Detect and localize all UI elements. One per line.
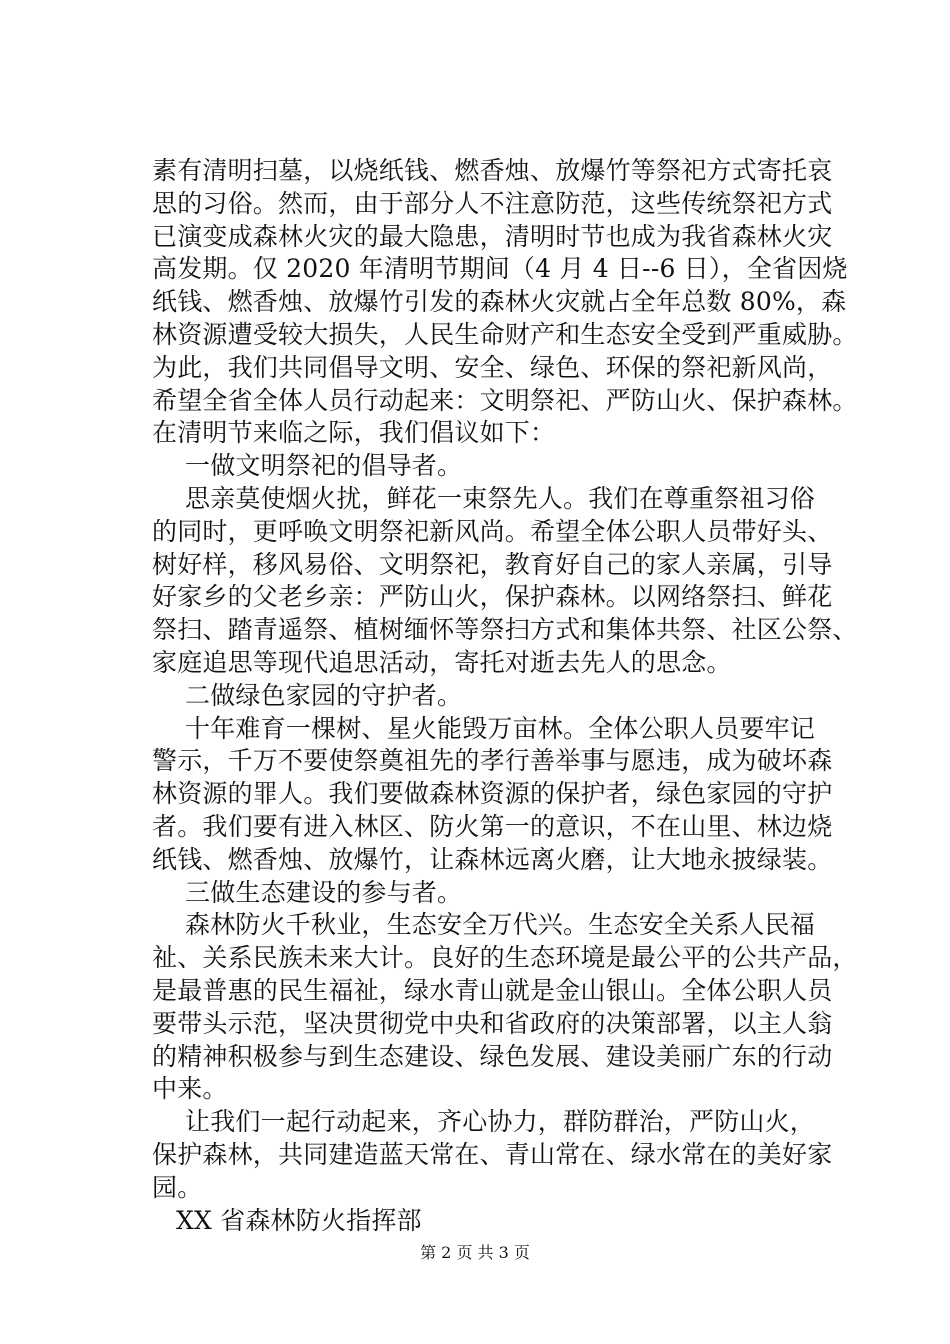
- text-line: 保护森林，共同建造蓝天常在、青山常在、绿水常在的美好家: [152, 1139, 833, 1169]
- document-body: [152, 155, 858, 1237]
- text-line: 要带头示范，坚决贯彻党中央和省政府的决策部署，以主人翁: [152, 1008, 833, 1038]
- text-line: 思亲莫使烟火扰，鲜花一束祭先人。我们在尊重祭祖习俗: [185, 483, 816, 513]
- text-line: 祉、关系民族未来大计。良好的生态环境是最公平的公共产品，: [152, 943, 858, 973]
- text-line: 中来。: [152, 1074, 228, 1104]
- text-line: 十年难育一棵树、星火能毁万亩林。全体公职人员要牢记: [185, 713, 816, 743]
- text-line: 家庭追思等现代追思活动，寄托对逝去先人的思念。: [152, 647, 732, 677]
- text-line: 林资源的罪人。我们要做森林资源的保护者，绿色家园的守护: [152, 779, 833, 809]
- signature-line: XX 省森林防火指挥部: [176, 1205, 422, 1235]
- text-line: 好家乡的父老乡亲：严防山火，保护森林。以网络祭扫、鲜花: [152, 582, 833, 612]
- text-line: 一做文明祭祀的倡导者。: [185, 451, 463, 481]
- text-line: 素有清明扫墓，以烧纸钱、燃香烛、放爆竹等祭祀方式寄托哀: [152, 156, 833, 185]
- page-footer: 第 2 页 共 3 页: [420, 1243, 530, 1262]
- text-line: 在清明节来临之际，我们倡议如下：: [152, 418, 556, 448]
- text-line: 纸钱、燃香烛、放爆竹引发的森林火灾就占全年总数 80%，森: [152, 287, 847, 317]
- text-line: 已演变成森林火灾的最大隐患，清明时节也成为我省森林火灾: [152, 221, 833, 251]
- text-line: 林资源遭受较大损失，人民生命财产和生态安全受到严重威胁。: [152, 319, 858, 349]
- text-line: 的同时，更呼唤文明祭祀新风尚。希望全体公职人员带好头、: [152, 516, 833, 546]
- text-line: 纸钱、燃香烛、放爆竹，让森林远离火磨，让大地永披绿装。: [152, 844, 833, 874]
- text-line: 的精神积极参与到生态建设、绿色发展、建设美丽广东的行动: [152, 1041, 833, 1071]
- text-line: 是最普惠的民生福祉，绿水青山就是金山银山。全体公职人员: [152, 975, 833, 1005]
- text-line: 者。我们要有进入林区、防火第一的意识，不在山里、林边烧: [152, 811, 833, 841]
- text-line: 高发期。仅 2020 年清明节期间（4 月 4 日--6 日），全省因烧: [152, 254, 848, 284]
- text-line: 园。: [152, 1172, 203, 1202]
- text-line: 为此，我们共同倡导文明、安全、绿色、环保的祭祀新风尚，: [152, 352, 833, 382]
- text-line: 三做生态建设的参与者。: [185, 877, 463, 907]
- text-line: 思的习俗。然而，由于部分人不注意防范，这些传统祭祀方式: [152, 188, 833, 218]
- text-line: 祭扫、踏青遥祭、植树缅怀等祭扫方式和集体共祭、社区公祭、: [152, 615, 858, 645]
- text-line: 警示，千万不要使祭奠祖先的孝行善举事与愿违，成为破坏森: [152, 746, 833, 776]
- text-line: 希望全省全体人员行动起来：文明祭祀、严防山火、保护森林。: [152, 385, 858, 415]
- text-line: 二做绿色家园的守护者。: [185, 680, 463, 710]
- text-line: 森林防火千秋业，生态安全万代兴。生态安全关系人民福: [185, 910, 816, 940]
- text-line: 树好样，移风易俗、文明祭祀，教育好自己的家人亲属，引导: [152, 549, 833, 579]
- text-line: 让我们一起行动起来，齐心协力，群防群治，严防山火，: [185, 1107, 816, 1137]
